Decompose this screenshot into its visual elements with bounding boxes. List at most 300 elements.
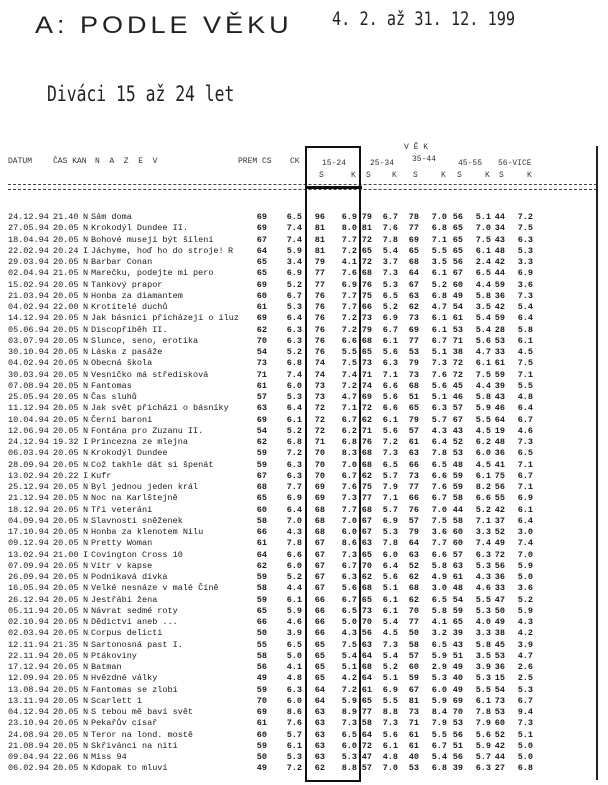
cell-date: 26.12.94 — [8, 594, 49, 605]
table-row — [0, 426, 608, 437]
cell-ck: 4.3 — [286, 527, 302, 537]
table-row — [0, 595, 608, 606]
cell-time: 20.05 — [53, 650, 79, 661]
cell-k-15-24: 5.0 — [341, 617, 357, 627]
cell-ck: 6.1 — [286, 594, 302, 605]
table-row — [0, 381, 608, 392]
table-row — [0, 538, 608, 549]
cell-k-15-24: 7.2 — [341, 380, 357, 391]
cell-channel: I — [83, 245, 89, 256]
cell-s-56-vice: 45 — [494, 639, 505, 650]
cell-title: Podnikavá dívka — [91, 572, 168, 582]
cell-date: 13.08.94 — [8, 684, 49, 695]
cell-k-35-44: 7.6 — [431, 369, 447, 380]
cell-k-35-44: 5.2 — [431, 279, 447, 290]
cell-k-25-34: 6.1 — [382, 414, 398, 425]
cell-time: 20.05 — [53, 347, 79, 357]
cell-prem-cs: 56 — [256, 662, 267, 672]
cell-s-35-44: 63 — [408, 290, 419, 301]
cell-ck: 6.4 — [286, 313, 302, 324]
cell-k-25-34: 5.4 — [382, 617, 398, 627]
cell-date: 04.12.94 — [8, 707, 49, 717]
cell-prem-cs: 69 — [256, 223, 267, 234]
cell-s-25-34: 68 — [361, 662, 372, 672]
cell-time: 20.05 — [53, 718, 79, 729]
cell-k-56-vice: 6.7 — [517, 695, 533, 706]
cell-k-25-34: 4.5 — [382, 628, 398, 639]
cell-s-15-24: 74 — [314, 369, 325, 380]
cell-k-45-55: 5.2 — [475, 504, 491, 515]
group-35-44: 35-44 — [412, 155, 437, 164]
cell-s-25-34: 68 — [361, 504, 372, 515]
table-row — [0, 696, 608, 707]
col-cas-kan: ČAS KAN — [53, 157, 87, 166]
cell-time: 20.05 — [53, 380, 79, 391]
cell-s-56-vice: 59 — [494, 279, 505, 290]
table-row — [0, 583, 608, 594]
cell-time: 19.32 — [53, 437, 79, 447]
cell-prem-cs: 59 — [256, 684, 267, 695]
cell-time: 20.05 — [53, 279, 79, 290]
cell-k-35-44: 6.3 — [431, 403, 447, 414]
col-k: K — [485, 171, 490, 180]
cell-k-56-vice: 7.3 — [517, 437, 533, 447]
cell-channel: N — [83, 605, 89, 616]
cell-ck: 8.6 — [286, 707, 302, 717]
cell-s-45-55: 38 — [452, 347, 463, 357]
cell-k-35-44: 5.4 — [431, 752, 447, 762]
cell-channel: N — [83, 695, 89, 706]
cell-k-35-44: 5.8 — [431, 605, 447, 616]
cell-s-25-34: 66 — [361, 302, 372, 312]
cell-k-15-24: 5.6 — [341, 583, 357, 594]
cell-ck: 6.4 — [286, 504, 302, 515]
cell-s-25-34: 75 — [361, 290, 372, 301]
cell-k-56-vice: 3.6 — [517, 279, 533, 290]
cell-s-15-24: 63 — [314, 729, 325, 740]
cell-s-25-34: 57 — [361, 763, 372, 774]
cell-k-35-44: 3.6 — [431, 527, 447, 537]
cell-s-56-vice: 50 — [494, 605, 505, 616]
cell-k-56-vice: 7.3 — [517, 290, 533, 301]
cell-title: Pekařův císař — [91, 718, 158, 729]
cell-s-35-44: 50 — [408, 628, 419, 639]
cell-ck: 4.6 — [286, 617, 302, 627]
cell-k-56-vice: 6.7 — [517, 414, 533, 425]
cell-k-56-vice: 7.3 — [517, 718, 533, 729]
cell-time: 20.05 — [53, 493, 79, 504]
table-row — [0, 640, 608, 651]
cell-s-45-55: 61 — [452, 313, 463, 324]
cell-s-56-vice: 38 — [494, 628, 505, 639]
cell-channel: N — [83, 482, 89, 492]
cell-k-35-44: 6.1 — [431, 313, 447, 324]
cell-k-35-44: 7.6 — [431, 482, 447, 492]
cell-s-35-44: 66 — [408, 459, 419, 470]
table-row — [0, 730, 608, 741]
cell-k-45-55: 5.4 — [475, 324, 491, 335]
cell-title: Scarlett 1 — [91, 695, 143, 706]
cell-time: 20.05 — [53, 707, 79, 717]
cell-k-25-34: 5.1 — [382, 583, 398, 594]
cell-prem-cs: 69 — [256, 313, 267, 324]
cell-k-35-44: 7.9 — [431, 718, 447, 729]
cell-k-25-34: 6.6 — [382, 403, 398, 414]
cell-k-35-44: 6.6 — [431, 549, 447, 560]
cell-time: 20.05 — [53, 257, 79, 267]
cell-s-15-24: 67 — [314, 538, 325, 549]
table-row — [0, 516, 608, 527]
cell-k-45-55: 7.0 — [475, 223, 491, 234]
cell-title: Slavnosti sněženek — [91, 515, 183, 526]
cell-s-15-24: 66 — [314, 594, 325, 605]
cell-k-56-vice: 6.7 — [517, 470, 533, 481]
cell-k-25-34: 5.1 — [382, 673, 398, 684]
cell-k-56-vice: 7.5 — [517, 223, 533, 234]
cell-k-25-34: 6.3 — [382, 358, 398, 369]
cell-s-45-55: 65 — [452, 234, 463, 245]
col-k: K — [441, 171, 446, 180]
cell-title: Noc na Karlštejně — [91, 493, 178, 504]
cell-k-35-44: 4.3 — [431, 425, 447, 436]
cell-s-25-34: 70 — [361, 617, 372, 627]
cell-s-45-55: 59 — [452, 482, 463, 492]
cell-k-35-44: 7.3 — [431, 358, 447, 369]
cell-prem-cs: 50 — [256, 752, 267, 762]
group-25-34: 25-34 — [370, 159, 395, 168]
cell-s-45-55: 48 — [452, 583, 463, 594]
cell-k-15-24: 7.2 — [341, 313, 357, 324]
cell-k-25-34: 3.7 — [382, 257, 398, 267]
cell-s-35-44: 79 — [408, 414, 419, 425]
cell-k-15-24: 6.9 — [341, 279, 357, 290]
cell-s-15-24: 65 — [314, 639, 325, 650]
cell-date: 17.12.94 — [8, 662, 49, 672]
cell-s-25-34: 70 — [361, 560, 372, 571]
cell-k-45-55: 6.0 — [475, 448, 491, 459]
cell-k-25-34: 5.7 — [382, 504, 398, 515]
cell-s-45-55: 53 — [452, 718, 463, 729]
cell-s-56-vice: 36 — [494, 448, 505, 459]
cell-title: Corpus delicti — [91, 628, 163, 639]
cell-date: 12.09.94 — [8, 673, 49, 684]
cell-s-25-34: 76 — [361, 437, 372, 447]
cell-s-45-55: 43 — [452, 639, 463, 650]
table-row — [0, 280, 608, 291]
cell-k-15-24: 8.9 — [341, 707, 357, 717]
cell-s-25-34: 63 — [361, 639, 372, 650]
cell-title: Barbar Conan — [91, 257, 153, 267]
cell-s-15-24: 63 — [314, 752, 325, 762]
cell-k-35-44: 8.4 — [431, 707, 447, 717]
cell-k-35-44: 3.2 — [431, 628, 447, 639]
cell-ck: 6.0 — [286, 695, 302, 706]
cell-ck: 7.6 — [286, 718, 302, 729]
cell-s-56-vice: 34 — [494, 223, 505, 234]
cell-time: 22.06 — [53, 752, 79, 762]
cell-ck: 6.3 — [286, 335, 302, 346]
cell-title: Fantomas — [91, 380, 132, 391]
cell-channel: N — [83, 673, 89, 684]
cell-s-35-44: 61 — [408, 740, 419, 751]
cell-k-15-24: 7.2 — [341, 684, 357, 695]
cell-k-35-44: 5.9 — [431, 695, 447, 706]
cell-prem-cs: 61 — [256, 718, 267, 729]
cell-s-45-55: 57 — [452, 403, 463, 414]
cell-k-25-34: 6.7 — [382, 324, 398, 335]
table-row — [0, 223, 608, 234]
cell-prem-cs: 58 — [256, 583, 267, 594]
table-row — [0, 550, 608, 561]
group-45-55: 45-55 — [458, 159, 483, 168]
table-row — [0, 482, 608, 493]
cell-s-15-24: 68 — [314, 515, 325, 526]
cell-channel: N — [83, 212, 89, 222]
cell-k-25-34: 5.6 — [382, 729, 398, 740]
cell-date: 25.12.94 — [8, 482, 49, 492]
cell-k-15-24: 7.5 — [341, 358, 357, 369]
cell-k-25-34: 8.8 — [382, 707, 398, 717]
cell-k-15-24: 6.3 — [341, 572, 357, 582]
cell-s-56-vice: 55 — [494, 493, 505, 504]
cell-s-35-44: 57 — [408, 515, 419, 526]
cell-date: 30.10.94 — [8, 347, 49, 357]
cell-s-15-24: 65 — [314, 673, 325, 684]
cell-s-45-55: 51 — [452, 740, 463, 751]
table-row — [0, 460, 608, 471]
cell-title: Ptákoviny — [91, 650, 137, 661]
cell-s-56-vice: 48 — [494, 437, 505, 447]
cell-s-56-vice: 60 — [494, 718, 505, 729]
cell-k-35-44: 5.9 — [431, 650, 447, 661]
cell-ck: 5.2 — [286, 572, 302, 582]
cell-s-45-55: 60 — [452, 279, 463, 290]
table-row — [0, 347, 608, 358]
cell-s-25-34: 68 — [361, 268, 372, 279]
cell-time: 20.05 — [53, 459, 79, 470]
cell-s-15-24: 63 — [314, 707, 325, 717]
cell-time: 20.05 — [53, 617, 79, 627]
cell-s-15-24: 72 — [314, 414, 325, 425]
cell-k-25-34: 6.1 — [382, 335, 398, 346]
cell-prem-cs: 50 — [256, 628, 267, 639]
cell-k-56-vice: 6.4 — [517, 313, 533, 324]
cell-s-25-34: 71 — [361, 425, 372, 436]
cell-ck: 5.7 — [286, 729, 302, 740]
table-row — [0, 606, 608, 617]
cell-k-15-24: 7.4 — [341, 369, 357, 380]
cell-k-56-vice: 4.7 — [517, 650, 533, 661]
cell-date: 05.11.94 — [8, 605, 49, 616]
cell-title: Bohové musejí být šílení — [91, 234, 214, 245]
cell-k-45-55: 6.1 — [475, 245, 491, 256]
cell-channel: N — [83, 459, 89, 470]
cell-ck: 7.2 — [286, 763, 302, 774]
cell-title: Sartonosná past I. — [91, 639, 183, 650]
cell-k-56-vice: 7.0 — [517, 549, 533, 560]
cell-s-35-44: 57 — [408, 425, 419, 436]
cell-prem-cs: 69 — [256, 414, 267, 425]
cell-time: 20.05 — [53, 482, 79, 492]
col-k: K — [527, 171, 532, 180]
cell-s-45-55: 56 — [452, 212, 463, 222]
cell-title: Slunce, seno, erotika — [91, 335, 199, 346]
cell-channel: N — [83, 223, 89, 234]
cell-title: Sám doma — [91, 212, 132, 222]
cell-time: 21.05 — [53, 268, 79, 279]
cell-s-35-44: 62 — [408, 594, 419, 605]
cell-k-25-34: 7.2 — [382, 437, 398, 447]
cell-k-45-55: 4.5 — [475, 459, 491, 470]
cell-k-45-55: 4.4 — [475, 279, 491, 290]
cell-channel: N — [83, 684, 89, 695]
cell-k-35-44: 3.0 — [431, 583, 447, 594]
cell-s-35-44: 62 — [408, 302, 419, 312]
cell-s-15-24: 81 — [314, 245, 325, 256]
cell-s-35-44: 73 — [408, 313, 419, 324]
cell-time: 20.05 — [53, 628, 79, 639]
cell-k-15-24: 4.2 — [341, 673, 357, 684]
cell-s-15-24: 79 — [314, 257, 325, 267]
cell-s-35-44: 58 — [408, 639, 419, 650]
cell-s-35-44: 52 — [408, 560, 419, 571]
cell-time: 20.05 — [53, 763, 79, 774]
cell-k-56-vice: 6.3 — [517, 234, 533, 245]
cell-prem-cs: 70 — [256, 335, 267, 346]
cell-channel: N — [83, 662, 89, 672]
cell-k-56-vice: 3.3 — [517, 257, 533, 267]
cell-k-45-55: 5.8 — [475, 290, 491, 301]
cell-channel: N — [83, 639, 89, 650]
cell-s-35-44: 70 — [408, 605, 419, 616]
cell-prem-cs: 59 — [256, 594, 267, 605]
cell-ck: 3.4 — [286, 257, 302, 267]
table-row — [0, 246, 608, 257]
cell-s-35-44: 62 — [408, 572, 419, 582]
cell-k-25-34: 5.6 — [382, 392, 398, 402]
cell-s-15-24: 73 — [314, 392, 325, 402]
cell-channel: N — [83, 527, 89, 537]
cell-time: 20.05 — [53, 583, 79, 594]
cell-ck: 5.3 — [286, 392, 302, 402]
cell-k-25-34: 6.7 — [382, 212, 398, 222]
cell-k-45-55: 3.5 — [475, 650, 491, 661]
cell-date: 06.02.94 — [8, 763, 49, 774]
cell-k-15-24: 7.2 — [341, 324, 357, 335]
cell-prem-cs: 67 — [256, 234, 267, 245]
cell-title: Princezna ze mlejna — [91, 437, 188, 447]
cell-k-15-24: 7.7 — [341, 290, 357, 301]
cell-k-35-44: 6.1 — [431, 324, 447, 335]
cell-s-45-55: 53 — [452, 448, 463, 459]
cell-k-45-55: 6.1 — [475, 695, 491, 706]
cell-date: 02.10.94 — [8, 617, 49, 627]
cell-date: 15.02.94 — [8, 279, 49, 290]
cell-k-45-55: 6.1 — [475, 358, 491, 369]
cell-k-25-34: 5.6 — [382, 347, 398, 357]
cell-prem-cs: 55 — [256, 639, 267, 650]
group-56-vice: 56-VICE — [498, 159, 532, 168]
cell-ck: 5.0 — [286, 650, 302, 661]
col-prem-cs: PREM CS — [238, 157, 272, 166]
cell-k-56-vice: 6.1 — [517, 335, 533, 346]
cell-k-56-vice: 9.4 — [517, 707, 533, 717]
cell-s-45-55: 49 — [452, 662, 463, 672]
cell-date: 21.12.94 — [8, 493, 49, 504]
cell-s-45-55: 60 — [452, 538, 463, 549]
cell-k-56-vice: 6.8 — [517, 763, 533, 774]
cell-k-15-24: 5.3 — [341, 752, 357, 762]
cell-s-15-24: 72 — [314, 403, 325, 414]
cell-k-25-34: 5.2 — [382, 302, 398, 312]
cell-k-56-vice: 5.8 — [517, 324, 533, 335]
cell-date: 06.03.94 — [8, 448, 49, 459]
cell-title: Velké nesnáze v malé Číně — [91, 583, 219, 594]
cell-ck: 6.5 — [286, 212, 302, 222]
cell-s-35-44: 65 — [408, 245, 419, 256]
cell-date: 18.12.94 — [8, 504, 49, 515]
cell-k-56-vice: 6.5 — [517, 448, 533, 459]
cell-title: Marečku, podejte mi pero — [91, 268, 214, 279]
cell-k-56-vice: 5.4 — [517, 302, 533, 312]
cell-k-25-34: 7.6 — [382, 223, 398, 234]
table-row — [0, 392, 608, 403]
cell-prem-cs: 65 — [256, 605, 267, 616]
cell-k-35-44: 2.9 — [431, 662, 447, 672]
cell-title: Krotitelé duchů — [91, 302, 168, 312]
cell-title: Čas sluhů — [91, 392, 137, 402]
subtitle: Diváci 15 až 24 let — [47, 82, 235, 106]
cell-title: Batman — [91, 662, 122, 672]
cell-title: Teror na lond. mostě — [91, 729, 194, 740]
cell-prem-cs: 62 — [256, 324, 267, 335]
cell-date: 24.12.94 — [8, 212, 49, 222]
cell-date: 11.12.94 — [8, 403, 49, 414]
cell-k-56-vice: 3.9 — [517, 639, 533, 650]
cell-s-45-55: 56 — [452, 729, 463, 740]
cell-ck: 5.3 — [286, 302, 302, 312]
cell-s-35-44: 59 — [408, 673, 419, 684]
cell-s-15-24: 71 — [314, 437, 325, 447]
cell-channel: N — [83, 628, 89, 639]
cell-s-25-34: 65 — [361, 347, 372, 357]
cell-date: 13.02.94 — [8, 470, 49, 481]
cell-k-15-24: 6.7 — [341, 414, 357, 425]
cell-date: 26.09.94 — [8, 572, 49, 582]
cell-time: 20.05 — [53, 538, 79, 549]
cell-prem-cs: 54 — [256, 425, 267, 436]
cell-k-35-44: 6.4 — [431, 437, 447, 447]
cell-k-25-34: 7.3 — [382, 448, 398, 459]
cell-s-45-55: 59 — [452, 605, 463, 616]
cell-title: S tebou mě baví svět — [91, 707, 194, 717]
cell-prem-cs: 61 — [256, 302, 267, 312]
cell-k-45-55: 7.1 — [475, 515, 491, 526]
table-row — [0, 662, 608, 673]
cell-k-45-55: 6.5 — [475, 268, 491, 279]
cell-date: 18.04.94 — [8, 234, 49, 245]
cell-k-35-44: 4.1 — [431, 617, 447, 627]
cell-k-56-vice: 6.4 — [517, 403, 533, 414]
cell-s-45-55: 39 — [452, 763, 463, 774]
cell-k-56-vice: 6.1 — [517, 504, 533, 515]
cell-s-15-24: 77 — [314, 279, 325, 290]
cell-s-35-44: 67 — [408, 279, 419, 290]
cell-s-35-44: 60 — [408, 662, 419, 672]
cell-k-15-24: 5.1 — [341, 662, 357, 672]
cell-s-25-34: 73 — [361, 605, 372, 616]
cell-k-25-34: 5.3 — [382, 527, 398, 537]
